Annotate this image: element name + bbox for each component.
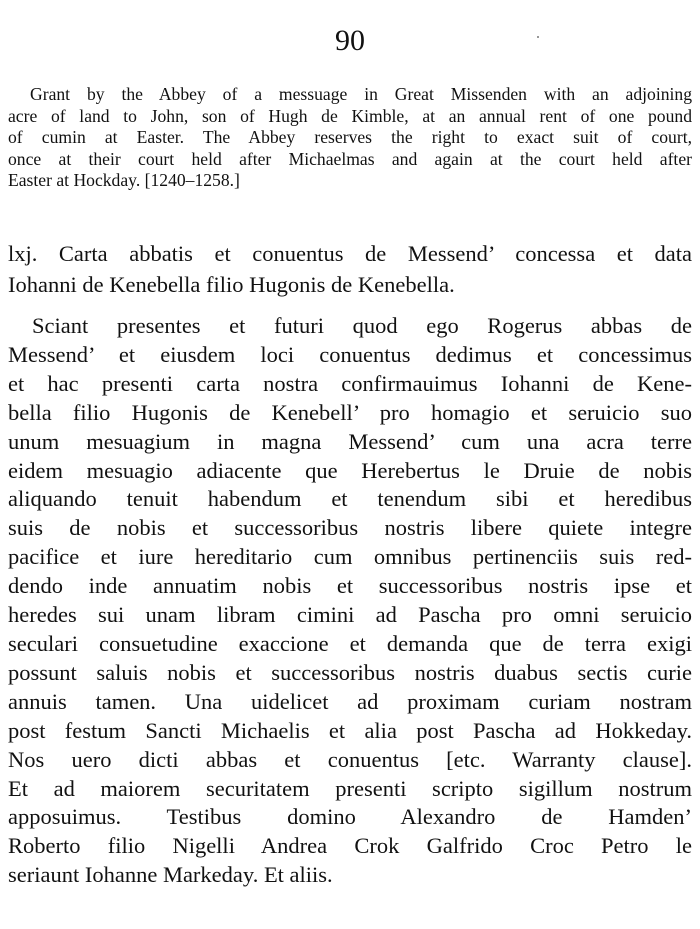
charter-line: dendo inde annuatim nobis et successoribus nostris ipse et	[8, 573, 692, 599]
summary-line: acre of land to John, son of Hugh de Kimble, at an annual rent of one pound	[8, 105, 692, 126]
charter-line: seculari consuetudine exaccione et demanda que de terra exigi	[8, 630, 692, 656]
charter-line: et hac presenti carta nostra confirmauimus Iohanni de Kene-	[8, 370, 692, 396]
charter-line: possunt saluis nobis et successoribus nostris duabus sectis curie	[8, 659, 692, 685]
charter-line: suis de nobis et successoribus nostris libere quiete integre	[8, 515, 692, 541]
charter-line: pacifice et iure hereditario cum omnibus pertinenciis suis red-	[8, 544, 692, 570]
summary-line: once at their court held after Michaelmas and again at the court held after	[8, 148, 692, 169]
charter-text	[8, 312, 692, 890]
charter-line: aliquando tenuit habendum et tenendum sibi et heredibus	[8, 486, 692, 512]
charter-line: bella filio Hugonis de Kenebell’ pro homagio et seruicio suo	[8, 399, 692, 425]
charter-line: seriaunt Iohanne Markeday. Et aliis.	[8, 862, 333, 888]
charter-line: apposuimus. Testibus domino Alexandro de Hamden’	[8, 804, 692, 830]
summary-line: Grant by the Abbey of a messuage in Great Missenden with an adjoining	[30, 84, 692, 104]
summary-line: Easter at Hockday. [1240–1258.]	[8, 170, 240, 191]
page-number: 90	[335, 24, 365, 57]
charter-line: eidem mesuagio adiacente que Herebertus le Druie de nobis	[8, 457, 692, 483]
charter-line: Roberto filio Nigelli Andrea Crok Galfrido Croc Petro le	[8, 833, 692, 859]
charter-line: unum mesuagium in magna Messend’ cum una acra terre	[8, 428, 692, 454]
print-speck	[537, 36, 539, 38]
charter-line: annuis tamen. Una uidelicet ad proximam curiam nostram	[8, 688, 692, 714]
charter-heading	[8, 238, 692, 300]
charter-line: Messend’ et eiusdem loci conuentus dedimus et concessimus	[8, 341, 692, 367]
summary-line: of cumin at Easter. The Abbey reserves the right to exact suit of court,	[8, 127, 692, 148]
charter-line: post festum Sancti Michaelis et alia post Pascha ad Hokkeday.	[8, 717, 692, 743]
charter-line: Nos uero dicti abbas et conuentus [etc. Warranty clause].	[8, 746, 692, 772]
charter-line: heredes sui unam libram cimini ad Pascha pro omni seruicio	[8, 602, 692, 628]
charter-line: Et ad maiorem securitatem presenti scripto sigillum nostrum	[8, 775, 692, 801]
heading-line: lxj. Carta abbatis et conuentus de Messend’ concessa et data	[8, 241, 692, 266]
charter-line: Sciant presentes et futuri quod ego Rogerus abbas de	[32, 313, 692, 338]
heading-line: Iohanni de Kenebella filio Hugonis de Kenebella.	[8, 272, 455, 297]
english-summary	[8, 84, 692, 192]
